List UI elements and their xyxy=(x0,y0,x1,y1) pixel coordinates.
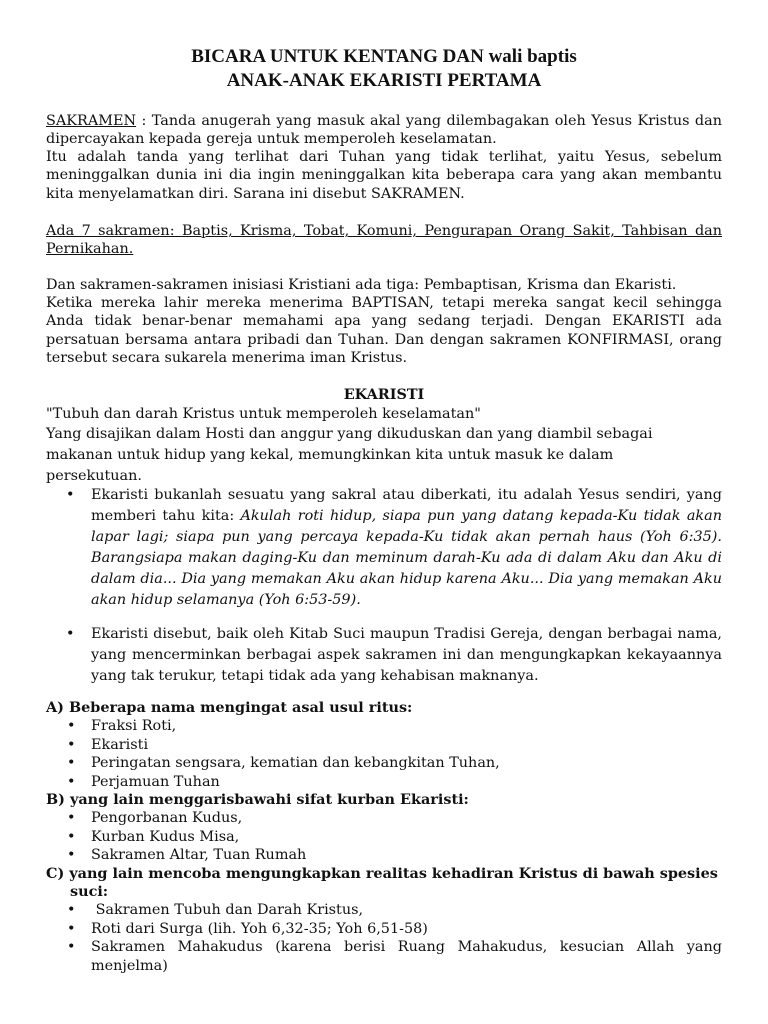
names-section xyxy=(46,699,722,975)
ekaristi-bullet-2 xyxy=(46,624,722,687)
list-item xyxy=(46,809,722,827)
list-item xyxy=(46,846,722,864)
list-item xyxy=(46,717,722,735)
bullet-marker: • xyxy=(67,902,76,919)
document-title-line1: BICARA UNTUK KENTANG DAN wali baptis xyxy=(191,46,577,67)
sakramen-definition xyxy=(46,112,722,149)
initiation-line: Dan sakramen-sakramen inisiasi Kristiani ada tiga: Pembaptisan, Krisma dan Ekaristi. xyxy=(46,277,677,293)
list-item-text: Kurban Kudus Misa, xyxy=(91,828,240,845)
bullet-marker: • xyxy=(67,828,76,845)
ekaristi-bullet-1 xyxy=(46,485,722,611)
bullet-marker: • xyxy=(67,736,76,753)
list-item xyxy=(46,901,722,919)
list-item-text: Peringatan sengsara, kematian dan kebangkitan Tuhan, xyxy=(91,755,500,772)
ekaristi-intro: Yang disajikan dalam Hosti dan anggur yang dikuduskan dan yang diambil sebagai makanan untuk hidup yang kekal, memungkinkan kita untuk masuk ke dalam persekutuan. xyxy=(46,426,653,484)
list-item xyxy=(46,754,722,772)
list-item xyxy=(46,828,722,846)
bullet-marker: • xyxy=(67,939,76,956)
document-title-line2: ANAK-ANAK EKARISTI PERTAMA xyxy=(226,70,542,91)
ekaristi-heading: EKARISTI xyxy=(343,386,425,403)
list-item-text: Sakramen Altar, Tuan Rumah xyxy=(91,847,307,864)
list-item-text: Pengorbanan Kudus, xyxy=(91,810,243,827)
bullet-marker: • xyxy=(66,487,75,503)
bullet-marker: • xyxy=(66,626,75,642)
list-item-text: Sakramen Tubuh dan Darah Kristus, xyxy=(91,902,364,919)
seven-sacraments: Ada 7 sakramen: Baptis, Krisma, Tobat, Komuni, Pengurapan Orang Sakit, Tahbisan dan Pernikahan. xyxy=(46,223,722,258)
bullet-marker: • xyxy=(67,810,76,827)
section-a-heading: A) Beberapa nama mengingat asal usul ritus: xyxy=(46,699,413,716)
bullet-marker: • xyxy=(67,773,76,790)
initiation-paragraph: Ketika mereka lahir mereka menerima BAPTISAN, tetapi mereka sangat kecil sehingga Anda tidak benar-benar memahami apa yang sedang terjadi. Dengan EKARISTI ada persatuan bersama antara pribadi dan Tuhan. Dan dengan sakramen KONFIRMASI, orang tersebut secara sukarela menerima iman Kristus. xyxy=(46,295,722,367)
ekaristi-bullet-1-text: Ekaristi bukanlah sesuatu yang sakral atau diberkati, itu adalah Yesus sendiri, yang memberi tahu kita: xyxy=(91,487,722,524)
sakramen-definition-text: : Tanda anugerah yang masuk akal yang dilembagakan oleh Yesus Kristus dan dipercayakan kepada gereja untuk memperoleh keselamatan. xyxy=(46,113,722,148)
list-item-text: Ekaristi xyxy=(91,736,149,753)
section-c-heading: C) yang lain mencoba mengungkapkan realitas kehadiran Kristus di bawah spesies suci: xyxy=(46,864,718,901)
ekaristi-quote: "Tubuh dan darah Kristus untuk memperoleh keselamatan" xyxy=(46,406,481,422)
bullet-marker: • xyxy=(67,755,76,772)
section-b-heading: B) yang lain menggarisbawahi sifat kurban Ekaristi: xyxy=(46,791,469,809)
ekaristi-bullet-1-quote: Akulah roti hidup, siapa pun yang datang kepada-Ku tidak akan lapar lagi; siapa pun yang percaya kepada-Ku tidak akan pernah haus (Yoh 6:35). Barangsiapa makan daging-Ku dan meminum darah-Ku ada di dalam Aku dan Aku di dalam dia... Dia yang memakan Aku akan hidup karena Aku... Dia yang memakan Aku akan hidup selamanya (Yoh 6:53-59). xyxy=(91,508,722,608)
list-item-text: Roti dari Surga (lih. Yoh 6,32-35; Yoh 6,51-58) xyxy=(91,920,428,937)
sakramen-explanation: Itu adalah tanda yang terlihat dari Tuhan yang tidak terlihat, yaitu Yesus, sebelum meninggalkan dunia ini dia ingin meninggalkan kita beberapa cara yang akan membantu kita menyelamatkan diri. Sarana ini disebut SAKRAMEN. xyxy=(46,149,722,202)
list-item xyxy=(46,920,722,938)
bullet-marker: • xyxy=(67,920,76,937)
list-item xyxy=(46,938,722,975)
list-item-text: Perjamuan Tuhan xyxy=(91,773,220,790)
ekaristi-bullet-2-text: Ekaristi disebut, baik oleh Kitab Suci maupun Tradisi Gereja, dengan berbagai nama, yang mencerminkan berbagai aspek sakramen ini dan mengungkapkan kekayaannya yang tak terukur, tetapi tidak ada yang kehabisan maknanya. xyxy=(91,626,722,684)
list-item-text: Sakramen Mahakudus (karena berisi Ruang Mahakudus, kesucian Allah yang menjelma) xyxy=(91,939,722,974)
list-item-text: Fraksi Roti, xyxy=(91,718,177,735)
sakramen-term: SAKRAMEN xyxy=(46,113,137,129)
list-item xyxy=(46,736,722,754)
bullet-marker: • xyxy=(67,847,76,864)
bullet-marker: • xyxy=(67,718,76,735)
list-item xyxy=(46,773,722,791)
